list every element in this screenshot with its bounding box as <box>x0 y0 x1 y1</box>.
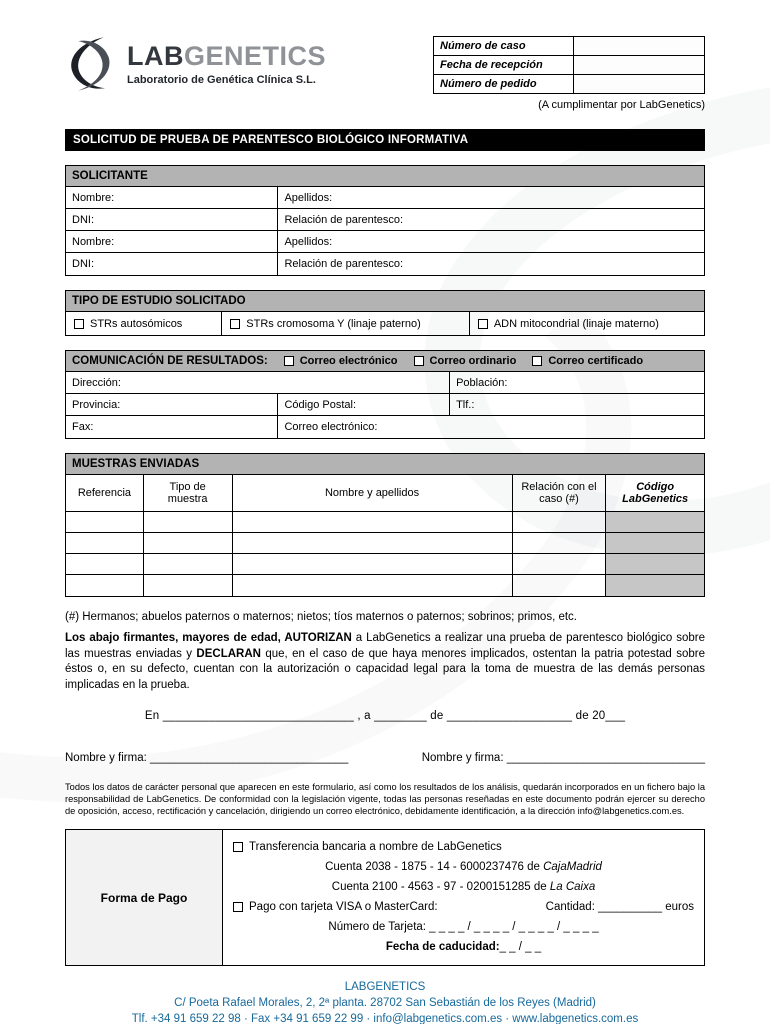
field-label-apellidos-2: Apellidos: <box>284 235 333 248</box>
muestras-cell-relacion-3[interactable] <box>513 554 607 574</box>
field-direccion[interactable] <box>66 372 450 393</box>
expiry-field[interactable] <box>233 937 694 957</box>
section-comunicacion <box>65 350 705 439</box>
logo-text-genetics: GENETICS <box>184 40 327 71</box>
case-info-box <box>433 36 705 111</box>
muestras-cell-nombre-1[interactable] <box>233 512 513 532</box>
muestras-row-4 <box>66 575 704 596</box>
muestras-cell-codigo-2 <box>606 533 704 553</box>
muestras-cell-nombre-3[interactable] <box>233 554 513 574</box>
muestras-cell-nombre-2[interactable] <box>233 533 513 553</box>
logo-text-block <box>127 40 327 86</box>
muestras-cell-codigo-1 <box>606 512 704 532</box>
card-option-left <box>233 901 438 913</box>
field-label-fax: Fax: <box>72 421 94 433</box>
field-fax[interactable] <box>66 416 278 438</box>
section-solicitante <box>65 165 705 276</box>
checkbox-correo-certificado[interactable] <box>532 356 542 366</box>
muestras-cell-referencia-2[interactable] <box>66 533 144 553</box>
checkbox-strs-autosomicos[interactable] <box>74 319 84 329</box>
muestras-cell-tipo-2[interactable] <box>144 533 233 553</box>
field-nombre-2[interactable] <box>66 231 278 252</box>
case-label-numero-pedido: Número de pedido <box>434 75 574 93</box>
option-strs-cromosoma-y <box>222 312 470 335</box>
label-correo-certificado: Correo certificado <box>548 355 644 367</box>
footer-contact: Tlf. +34 91 659 22 98 · Fax +34 91 659 22 99 · info@labgenetics.com.es · www.labgenetics.com.es <box>131 1013 639 1024</box>
labgenetics-logo <box>65 36 326 92</box>
label-tarjeta: Pago con tarjeta VISA o MasterCard: <box>249 901 438 914</box>
field-label-poblacion: Población: <box>456 376 508 389</box>
signature-row <box>65 752 705 764</box>
field-label-dni-2: DNI: <box>72 258 94 270</box>
checkbox-correo-ordinario[interactable] <box>414 356 424 366</box>
authorization-paragraph <box>65 631 705 694</box>
labgenetics-swirl-icon <box>65 36 117 92</box>
payment-section <box>65 829 705 966</box>
case-row-numero-caso <box>434 37 704 56</box>
field-label-apellidos-1: Apellidos: <box>284 191 333 204</box>
checkbox-tarjeta[interactable] <box>233 902 243 912</box>
field-correo-electronico[interactable] <box>278 416 704 438</box>
option-strs-autosomicos <box>66 312 222 335</box>
relation-footnote: (#) Hermanos; abuelos paternos o maternos; nietos; tíos maternos o paternos; sobrinos; primos, etc. <box>65 611 577 623</box>
comunicacion-row-2 <box>66 394 704 416</box>
option-correo-certificado <box>532 355 643 367</box>
case-table <box>433 36 705 94</box>
payment-card-option <box>233 897 694 917</box>
signature-left[interactable]: Nombre y firma: _______________________________ <box>65 751 349 764</box>
field-dni-1[interactable] <box>66 209 278 230</box>
checkbox-correo-electronico[interactable] <box>284 356 294 366</box>
field-nombre-1[interactable] <box>66 187 278 208</box>
signature-right[interactable]: Nombre y firma: _______________________________ <box>421 751 705 764</box>
muestras-cell-tipo-4[interactable] <box>144 575 233 596</box>
logo-wordmark <box>127 40 327 71</box>
field-apellidos-1[interactable] <box>278 187 704 208</box>
field-label-relacion-2: Relación de parentesco: <box>284 258 404 270</box>
account-2-text: Cuenta 2100 - 4563 - 97 - 0200151285 de <box>331 881 547 894</box>
column-referencia: Referencia <box>66 475 144 511</box>
payment-transfer-option <box>233 837 694 857</box>
date-line[interactable]: En _____________________________ , a ________ de ___________________ de 20___ <box>144 709 626 722</box>
solicitante-row-3 <box>66 231 704 253</box>
field-provincia[interactable] <box>66 394 278 415</box>
field-codigo-postal[interactable] <box>278 394 450 415</box>
field-label-provincia: Provincia: <box>72 398 121 411</box>
label-correo-ordinario: Correo ordinario <box>429 355 517 367</box>
muestras-cell-relacion-2[interactable] <box>513 533 607 553</box>
field-label-tlf: Tlf.: <box>456 398 475 411</box>
comunicacion-row-1 <box>66 372 704 394</box>
privacy-note: Todos los datos de carácter personal que aparecen en este formulario, así como los resultados de los análisis, quedarán incorporados en un fichero bajo la responsabilidad de LabGenetics. De conformidad con la legislación vigente, todas las personas reseñadas en este documento podrán ejercer su derecho de oposición, acceso, rectificación y cancelación, dirigiendo un correo electrónico, debidamente identificación, a la dirección info@labgenetics.com.es. <box>65 781 705 817</box>
form-title-bar: SOLICITUD DE PRUEBA DE PARENTESCO BIOLÓGICO INFORMATIVA <box>65 129 705 151</box>
field-label-dni-1: DNI: <box>72 213 94 226</box>
solicitante-header: SOLICITANTE <box>66 166 704 187</box>
payment-body <box>223 830 704 965</box>
option-adn-mitocondrial <box>470 312 704 335</box>
case-value-fecha-recepcion[interactable] <box>574 56 704 74</box>
muestras-cell-tipo-1[interactable] <box>144 512 233 532</box>
field-label-codigo-postal: Código Postal: <box>284 398 356 411</box>
solicitante-row-1 <box>66 187 704 209</box>
checkbox-adn-mitocondrial[interactable] <box>478 319 488 329</box>
column-codigo-labgenetics: Código LabGenetics <box>622 481 689 505</box>
comunicacion-header <box>66 351 704 372</box>
muestras-cell-relacion-4[interactable] <box>513 575 607 596</box>
column-nombre-y-apellidos: Nombre y apellidos <box>233 475 513 511</box>
label-strs-cromosoma-y: STRs cromosoma Y (linaje paterno) <box>246 317 421 330</box>
muestras-cell-codigo-4 <box>606 575 704 596</box>
column-relacion-con-el-caso: Relación con el caso (#) <box>513 475 607 511</box>
field-apellidos-2[interactable] <box>278 231 704 252</box>
comunicacion-title: COMUNICACIÓN DE RESULTADOS: <box>72 355 268 367</box>
case-row-numero-pedido <box>434 75 704 93</box>
expiry-blanks: _ _ / _ _ <box>499 941 542 954</box>
logo-tagline: Laboratorio de Genética Clínica S.L. <box>127 73 316 86</box>
payment-account-2 <box>233 877 694 897</box>
account-2-bank: La Caixa <box>549 881 596 894</box>
footer-address: C/ Poeta Rafael Morales, 2, 2ª planta. 28702 San Sebastián de los Reyes (Madrid) <box>174 997 596 1010</box>
authorization-bold-2: DECLARAN <box>196 647 261 660</box>
case-value-numero-caso[interactable] <box>574 37 704 55</box>
account-1-text: Cuenta 2038 - 1875 - 14 - 6000237476 de <box>325 861 540 874</box>
muestras-cell-relacion-1[interactable] <box>513 512 607 532</box>
column-tipo-de-muestra: Tipo de muestra <box>144 475 233 511</box>
muestras-row-3 <box>66 554 704 575</box>
page-header <box>65 36 705 111</box>
expiry-label: Fecha de caducidad: <box>385 941 500 954</box>
field-dni-2[interactable] <box>66 253 278 275</box>
account-1-bank: CajaMadrid <box>543 861 602 874</box>
field-label-relacion-1: Relación de parentesco: <box>284 213 404 226</box>
label-strs-autosomicos: STRs autosómicos <box>90 317 183 330</box>
field-tlf[interactable] <box>450 394 704 415</box>
muestras-cell-nombre-4[interactable] <box>233 575 513 596</box>
logo-text-lab: LAB <box>127 40 184 71</box>
authorization-text-2: que, en el caso de que haya menores implicados, ostentan la patria potestad sobre éstos o, en su defecto, cuentan con la autorización o capacidad legal para la toma de muestra de las demás personas implicadas en la prueba. <box>65 647 705 691</box>
section-tipo-estudio <box>65 290 705 336</box>
solicitante-row-4 <box>66 253 704 275</box>
section-muestras <box>65 453 705 597</box>
authorization-bold-1: Los abajo firmantes, mayores de edad, AUTORIZAN <box>65 632 352 644</box>
field-relacion-2[interactable] <box>278 253 704 275</box>
muestras-row-1 <box>66 512 704 533</box>
case-label-numero-caso: Número de caso <box>434 37 574 55</box>
option-correo-ordinario <box>414 355 517 367</box>
option-correo-electronico <box>284 355 398 367</box>
field-label-nombre-2: Nombre: <box>72 235 115 248</box>
muestras-cell-codigo-3 <box>606 554 704 574</box>
muestras-cell-tipo-3[interactable] <box>144 554 233 574</box>
payment-label: Forma de Pago <box>66 830 223 965</box>
page-footer <box>65 980 705 1024</box>
field-label-correo-electronico: Correo electrónico: <box>284 421 378 433</box>
comunicacion-row-3 <box>66 416 704 438</box>
field-label-direccion: Dirección: <box>72 376 121 389</box>
payment-account-1 <box>233 857 694 877</box>
muestras-table-header <box>66 475 704 512</box>
field-label-nombre-1: Nombre: <box>72 191 115 204</box>
muestras-cell-referencia-4[interactable] <box>66 575 144 596</box>
muestras-header: MUESTRAS ENVIADAS <box>66 454 704 475</box>
case-value-numero-pedido[interactable] <box>574 75 704 93</box>
case-note: (A cumplimentar por LabGenetics) <box>538 99 705 111</box>
muestras-cell-referencia-3[interactable] <box>66 554 144 574</box>
field-relacion-1[interactable] <box>278 209 704 230</box>
tipo-estudio-header: TIPO DE ESTUDIO SOLICITADO <box>66 291 704 312</box>
label-correo-electronico: Correo electrónico <box>299 355 398 367</box>
solicitante-row-2 <box>66 209 704 231</box>
authorization-text-1: a LabGenetics a realizar una prueba de parentesco biológico sobre las muestras enviadas y <box>65 632 705 660</box>
tipo-estudio-options <box>66 312 704 335</box>
muestras-row-2 <box>66 533 704 554</box>
checkbox-transferencia[interactable] <box>233 842 243 852</box>
label-adn-mitocondrial: ADN mitocondrial (linaje materno) <box>493 317 659 330</box>
card-number-field[interactable]: Número de Tarjeta: _ _ _ _ / _ _ _ _ / _ _ _ _ / _ _ _ _ <box>328 921 599 934</box>
field-poblacion[interactable] <box>450 372 704 393</box>
case-row-fecha-recepcion <box>434 56 704 75</box>
case-label-fecha-recepcion: Fecha de recepción <box>434 56 574 74</box>
label-transferencia: Transferencia bancaria a nombre de LabGenetics <box>249 841 502 854</box>
muestras-cell-referencia-1[interactable] <box>66 512 144 532</box>
amount-field[interactable]: Cantidad: __________ euros <box>545 901 694 914</box>
checkbox-strs-cromosoma-y[interactable] <box>230 319 240 329</box>
footer-company: LABGENETICS <box>344 981 426 994</box>
